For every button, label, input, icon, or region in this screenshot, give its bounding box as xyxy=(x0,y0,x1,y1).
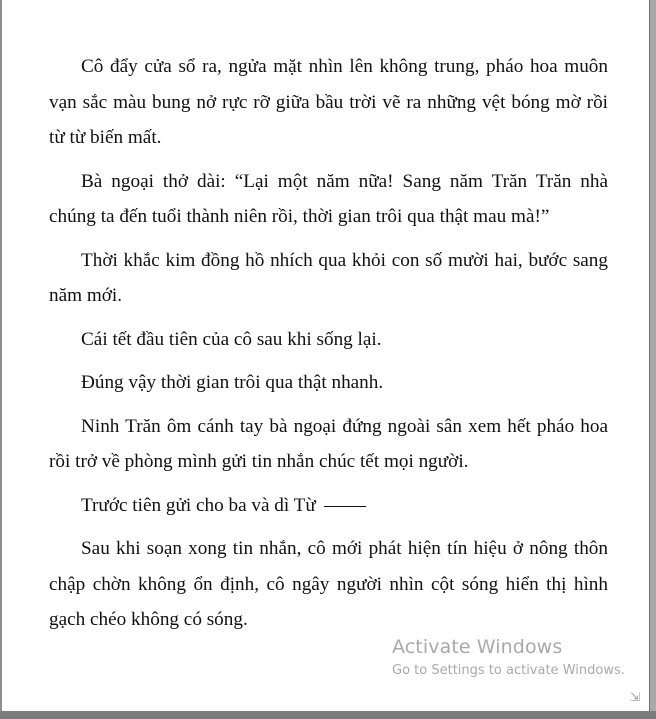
paragraph: Cái tết đầu tiên của cô sau khi sống lại. xyxy=(81,328,382,350)
document-body xyxy=(49,49,608,646)
resize-grip-icon[interactable]: ⇲ xyxy=(630,690,641,704)
activate-windows-watermark xyxy=(392,634,625,680)
paragraph-text: Trước tiên gửi cho ba và dì Từ xyxy=(81,494,316,516)
paragraph-with-dash xyxy=(49,488,608,524)
paragraph: Thời khắc kim đồng hồ nhích qua khỏi con số mười hai, bước sang năm mới. xyxy=(49,249,608,306)
window-right-edge xyxy=(650,0,656,711)
paragraph: Sau khi soạn xong tin nhắn, cô mới phát hiện tín hiệu ở nông thôn chập chờn không ổn định, cô ngây người nhìn cột sóng hiển thị hình gạch chéo không có sóng. xyxy=(49,538,608,630)
em-dash-line xyxy=(324,506,366,507)
paragraph: Ninh Trăn ôm cánh tay bà ngoại đứng ngoài sân xem hết pháo hoa rồi trở về phòng mình gửi tin nhắn chúc tết mọi người. xyxy=(49,415,608,472)
document-page xyxy=(2,0,650,711)
paragraph: Bà ngoại thở dài: “Lại một năm nữa! Sang năm Trăn Trăn nhà chúng ta đến tuổi thành niên rồi, thời gian trôi qua thật mau mà!” xyxy=(49,170,608,227)
watermark-title: Activate Windows xyxy=(392,636,563,658)
watermark-subtitle: Go to Settings to activate Windows. xyxy=(392,663,625,678)
window-bottom-edge xyxy=(0,711,656,719)
paragraph: Cô đẩy cửa sổ ra, ngửa mặt nhìn lên không trung, pháo hoa muôn vạn sắc màu bung nở rực rỡ giữa bầu trời vẽ ra những vệt bóng mờ rồi từ từ biến mất. xyxy=(49,56,608,148)
paragraph: Đúng vậy thời gian trôi qua thật nhanh. xyxy=(81,372,384,393)
